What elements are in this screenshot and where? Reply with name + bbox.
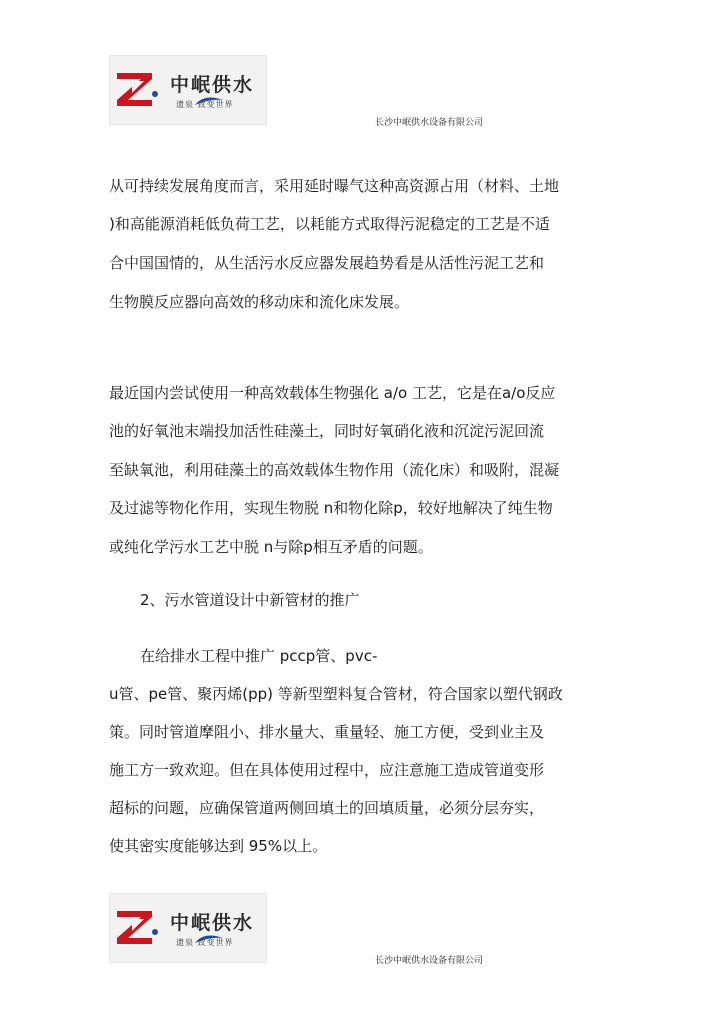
- logo-mark-icon: [114, 905, 158, 949]
- logo-name: 中岷供水: [170, 912, 255, 934]
- text-line: u管、pe管、聚丙烯(pp) 等新型塑料复合管材，符合国家以塑代钢政: [109, 685, 563, 703]
- text-line: 至缺氧池，利用硅藻土的高效载体生物作用（流化床）和吸附，混凝: [109, 461, 560, 479]
- logo-mark-icon: [114, 67, 158, 111]
- page-header: [109, 55, 609, 128]
- text-line: )和高能源消耗低负荷工艺，以耗能方式取得污泥稳定的工艺是不适: [109, 215, 550, 233]
- section-heading: 2、污水管道设计中新管材的推广: [140, 591, 360, 609]
- company-logo: [109, 893, 267, 963]
- company-name: 长沙中岷供水设备有限公司: [375, 956, 484, 966]
- logo-slogan: 遗泉 致变世界: [176, 100, 234, 109]
- text-line: 超标的问题，应确保管道两侧回填土的回填质量，必须分层夯实，: [109, 799, 545, 817]
- text-line: 施工方一致欢迎。但在具体使用过程中，应注意施工造成管道变形: [109, 761, 545, 779]
- text-line: 使其密实度能够达到 95%以上。: [109, 837, 328, 855]
- text-line: 及过滤等物化作用，实现生物脱 n和物化除p，较好地解决了纯生物: [109, 499, 553, 517]
- page-header-next: [109, 893, 609, 966]
- logo-name: 中岷供水: [170, 74, 255, 96]
- text-line: 从可持续发展角度而言，采用延时曝气这种高资源占用（材料、土地: [109, 177, 560, 195]
- text-line: 在给排水工程中推广 pccp管、pvc-: [140, 647, 378, 665]
- text-line: 合中国国情的，从生活污水反应器发展趋势看是从活性污泥工艺和: [109, 254, 545, 272]
- text-line: 或纯化学污水工艺中脱 n与除p相互矛盾的问题。: [109, 538, 433, 556]
- logo-slogan: 遗泉 致变世界: [176, 938, 234, 947]
- text-line: 池的好氧池末端投加活性硅藻土，同时好氧硝化液和沉淀污泥回流: [109, 422, 545, 440]
- company-logo: [109, 55, 267, 125]
- text-line: 策。同时管道摩阻小、排水量大、重量轻、施工方便，受到业主及: [109, 723, 545, 741]
- company-name: 长沙中岷供水设备有限公司: [375, 118, 484, 128]
- text-line: 生物膜反应器向高效的移动床和流化床发展。: [109, 293, 410, 311]
- text-line: 最近国内尝试使用一种高效载体生物强化 a/o 工艺，它是在a/o反应: [109, 384, 556, 402]
